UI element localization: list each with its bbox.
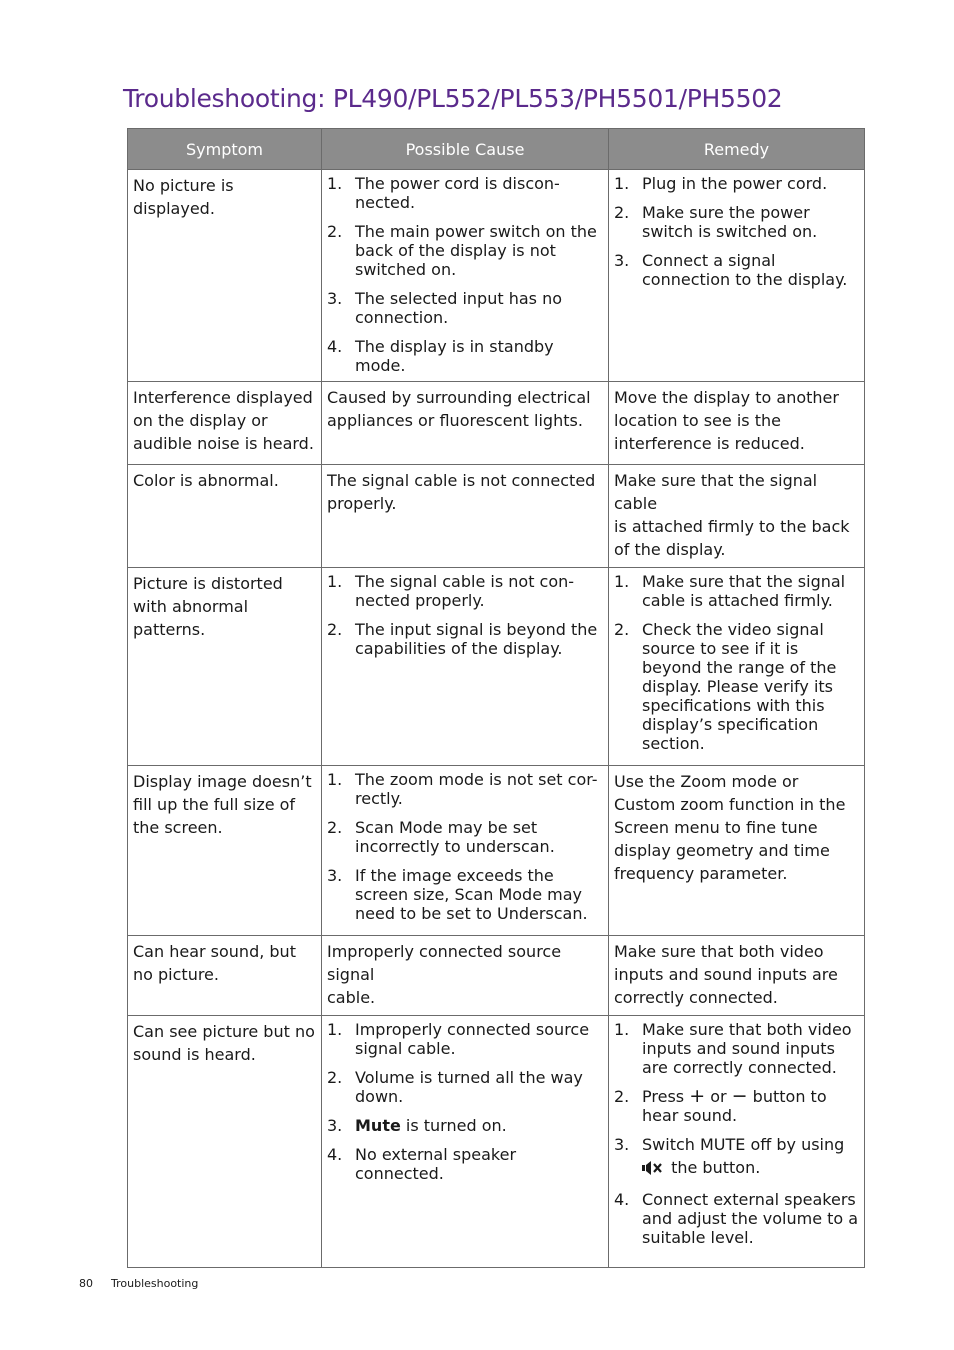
header-symptom: Symptom (128, 129, 322, 170)
table-row (128, 568, 865, 766)
list-item: 1. Improperly connected source signal cable. (327, 1020, 590, 1058)
cause-cell (322, 465, 609, 568)
symptom-text: Can hear sound, but no picture. (133, 942, 296, 984)
cause-text: The signal cable is not connected properly. (327, 471, 596, 513)
remedy-cell (609, 936, 865, 1016)
list-item: 4. The display is in standby mode. (327, 337, 554, 375)
remedy-text: Make sure that both video inputs and sound inputs are correctly connected. (614, 942, 838, 1007)
list-item: 2. The main power switch on the back of the display is not switched on. (327, 222, 597, 279)
remedy-text: Use the Zoom mode or Custom zoom function in the Screen menu to fine tune display geometry and time frequency parameter. (614, 772, 846, 883)
symptom-text: Can see picture but no sound is heard. (133, 1022, 315, 1064)
symptom-text: Color is abnormal. (133, 471, 279, 490)
mute-keyword: Mute (355, 1116, 401, 1135)
list-item: 2. Scan Mode may be set incorrectly to underscan. (327, 818, 555, 856)
list-item: 3. Connect a signal connection to the display. (614, 251, 848, 289)
list-item: 1. The zoom mode is not set cor- rectly. (327, 770, 598, 808)
remedy-cell (609, 1016, 865, 1268)
remedy-cell (609, 568, 865, 766)
list-item: 2. Check the video signal source to see if it is beyond the range of the display. Please verify its specifications with this display’s specification section. (614, 620, 837, 753)
list-item: 3. Mute is turned on. (327, 1116, 507, 1135)
list-item: 1. Make sure that the signal cable is attached firmly. (614, 572, 846, 610)
cause-cell (322, 382, 609, 465)
remedy-text: Move the display to another location to see is the interference is reduced. (614, 388, 839, 453)
table-row (128, 170, 865, 382)
list-item: 3. If the image exceeds the screen size, Scan Mode may need to be set to Underscan. (327, 866, 588, 923)
list-item: 1. Plug in the power cord. (614, 174, 828, 193)
page-number: 80 (79, 1277, 93, 1290)
list-item: 3. Switch MUTE off by using the button. (614, 1135, 859, 1180)
cause-cell (322, 766, 609, 936)
remedy-cell (609, 766, 865, 936)
footer-section: Troubleshooting (111, 1277, 199, 1290)
list-item: 2. Make sure the power switch is switched on. (614, 203, 818, 241)
list-item: 2. Press + or − button to hear sound. (614, 1085, 827, 1125)
cause-list (327, 174, 603, 375)
symptom-cell (128, 936, 322, 1016)
symptom-cell (128, 465, 322, 568)
symptom-cell (128, 568, 322, 766)
list-item: 1. Make sure that both video inputs and sound inputs are correctly connected. (614, 1020, 852, 1077)
plus-icon: + (689, 1085, 706, 1107)
table-row (128, 766, 865, 936)
mute-icon (642, 1160, 666, 1180)
remedy-list (614, 174, 859, 289)
cause-list (327, 572, 603, 658)
cause-cell (322, 568, 609, 766)
cause-cell (322, 1016, 609, 1268)
table-row (128, 936, 865, 1016)
symptom-text: Display image doesn’t fill up the full size of the screen. (133, 772, 312, 837)
remedy-list (614, 1020, 859, 1247)
symptom-cell (128, 766, 322, 936)
table-header-row (128, 129, 865, 170)
list-item: 2. Volume is turned all the way down. (327, 1068, 583, 1106)
symptom-text: Picture is distorted with abnormal patterns. (133, 574, 283, 639)
remedy-list (614, 572, 859, 753)
list-item: 1. The power cord is discon- nected. (327, 174, 560, 212)
cause-text: Caused by surrounding electrical appliances or fluorescent lights. (327, 388, 591, 430)
symptom-text: Interference displayed on the display or audible noise is heard. (133, 388, 314, 453)
minus-icon: − (731, 1085, 748, 1107)
table-row (128, 1016, 865, 1268)
cause-cell (322, 170, 609, 382)
list-item: 4. Connect external speakers and adjust the volume to a suitable level. (614, 1190, 859, 1247)
remedy-text: Make sure that the signal cable is attached firmly to the back of the display. (614, 471, 850, 559)
symptom-text: No picture is displayed. (133, 176, 234, 218)
remedy-cell (609, 465, 865, 568)
list-item: 2. The input signal is beyond the capabilities of the display. (327, 620, 598, 658)
cause-list (327, 770, 603, 923)
list-item: 3. The selected input has no connection. (327, 289, 563, 327)
header-remedy: Remedy (609, 129, 865, 170)
page-title: Troubleshooting: PL490/PL552/PL553/PH5501/PH5502 (123, 84, 783, 113)
symptom-cell (128, 170, 322, 382)
troubleshooting-table (127, 128, 865, 1268)
table-row (128, 382, 865, 465)
header-possible-cause: Possible Cause (322, 129, 609, 170)
symptom-cell (128, 382, 322, 465)
table-row (128, 465, 865, 568)
list-item: 1. The signal cable is not con- nected properly. (327, 572, 575, 610)
page-footer (79, 1277, 216, 1290)
remedy-cell (609, 170, 865, 382)
cause-list (327, 1020, 603, 1183)
list-item: 4. No external speaker connected. (327, 1145, 517, 1183)
remedy-cell (609, 382, 865, 465)
cause-text: Improperly connected source signal cable. (327, 942, 562, 1007)
symptom-cell (128, 1016, 322, 1268)
cause-cell (322, 936, 609, 1016)
